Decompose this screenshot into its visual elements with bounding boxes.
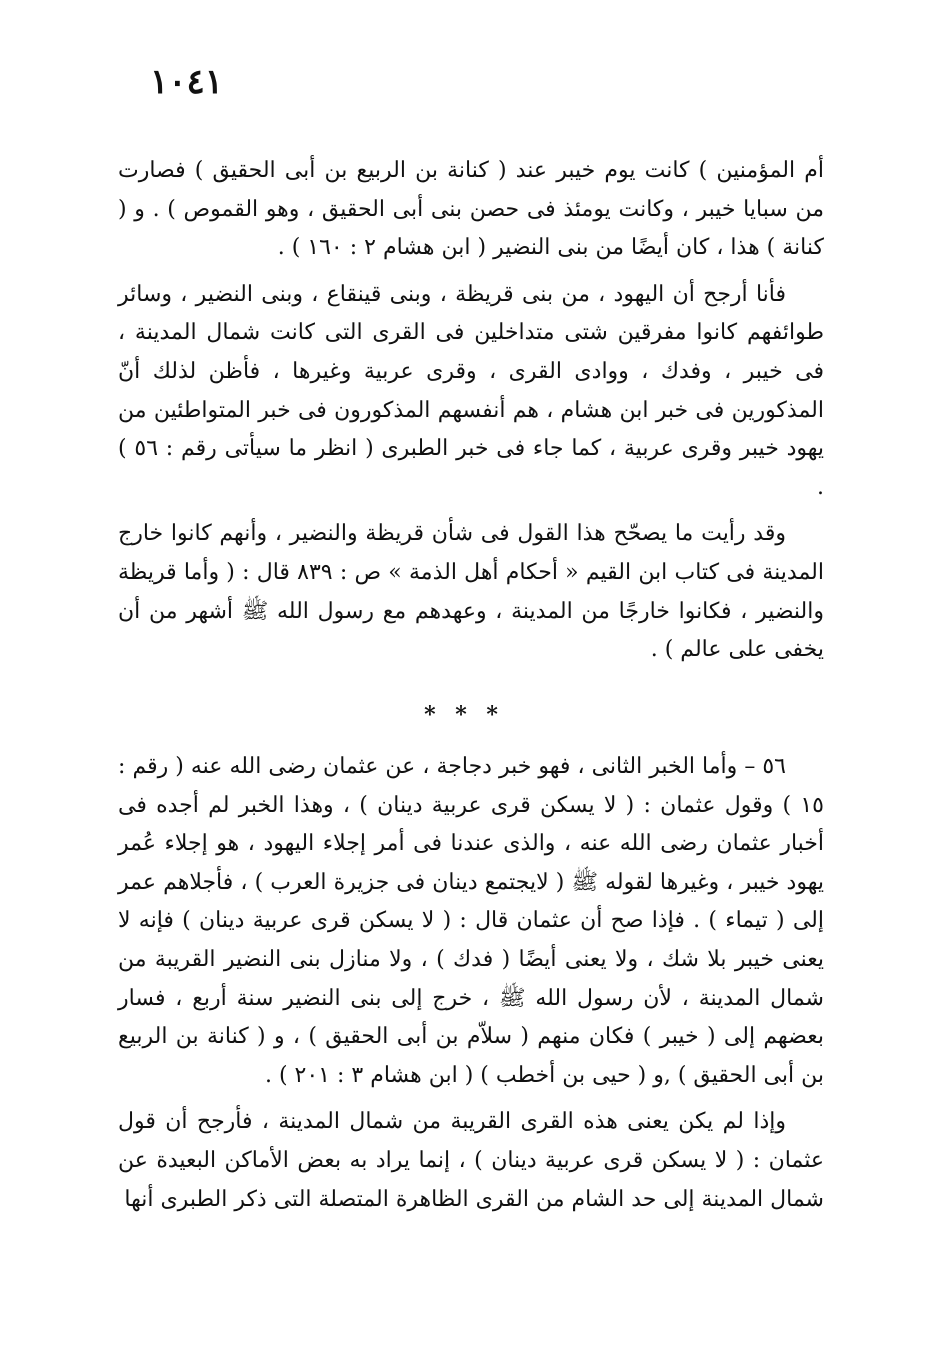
paragraph: فأنا أرجح أن اليهود ، من بنى قريظة ، وبنى قينقاع ، وبنى النضير ، وسائر طوائفهم كانوا مفرقين شتى متداخلين فى القرى التى كانت شمال المدينة ، فى خيبر ، وفدك ، ووادى القرى ، وقرى عربية وغيرها ، فأظن لذلك أنّ المذكورين فى خبر ابن هشام ، هم أنفسهم المذكورون فى خبر المتواطئين من يهود خيبر وقرى عربية ، كما جاء فى خبر الطبرى ( انظر ما سيأتى رقم : ٥٦ ) . <box>118 281 824 500</box>
section-separator: * * * <box>424 702 504 728</box>
paragraph: وإذا لم يكن يعنى هذه القرى القريبة من شمال المدينة ، فأرجح أن قول عثمان : ( لا يسكن قرى عربية دينان ) ، إنما يراد به بعض الأماكن البعيدة عن شمال المدينة إلى حد الشام من القرى الظاهرة المتصلة التى ذكر الطبرى أنها <box>118 1109 824 1212</box>
text-section-2 <box>118 748 824 1219</box>
paragraph: أم المؤمنين ) كانت يوم خيبر عند ( كنانة بن الربيع بن أبى الحقيق ) فصارت من سبايا خيبر ، وكانت يومئذ فى حصن بنى أبى الحقيق ، وهو القموص ) . و ( كنانة ) هذا ، كان أيضًا من بنى النضير ( ابن هشام ٢ : ١٦٠ ) . <box>118 158 824 261</box>
paragraph: وقد رأيت ما يصحّح هذا القول فى شأن قريظة والنضير ، وأنهم كانوا خارج المدينة فى كتاب ابن القيم « أحكام أهل الذمة » ص : ٨٣٩ قال : ( وأما قريظة والنضير ، فكانوا خارجًا من المدينة ، وعهدهم مع رسول الله ﷺ أشهر من أن يخفى على عالم ) . <box>118 521 824 663</box>
paragraph: ٥٦ – وأما الخبر الثانى ، فهو خبر دجاجة ، عن عثمان رضى الله عنه ( رقم : ١٥ ) وقول عثمان : ( لا يسكن قرى عربية دينان ) ، وهذا الخبر لم أجده فى أخبار عثمان رضى الله عنه ، والذى عندنا فى أمر إجلاء اليهود ، هو إجلاء عُمر يهود خيبر ، وغيرها لقوله ﷺ ( لايجتمع دينان فى جزيرة العرب ) ، فأجلاهم عمر إلى ( تيماء ) . فإذا صح أن عثمان قال : ( لا يسكن قرى عربية دينان ) فإنه لا يعنى خيبر بلا شك ، ولا يعنى أيضًا ( فدك ) ، ولا منازل بنى النضير القريبة من شمال المدينة ، لأن رسول الله ﷺ ، خرج إلى بنى النضير سنة أربع ، فسار بعضهم إلى ( خيبر ) فكان منهم ( سلاّم بن أبى الحقيق ) ، و ( كنانة بن الربيع بن أبى الحقيق ) ,و ( حيى بن أخطب ) ( ابن هشام ٣ : ٢٠١ ) . <box>118 754 824 1088</box>
page-number: ١٠٤١ <box>150 62 224 102</box>
text-section-1 <box>118 152 824 670</box>
